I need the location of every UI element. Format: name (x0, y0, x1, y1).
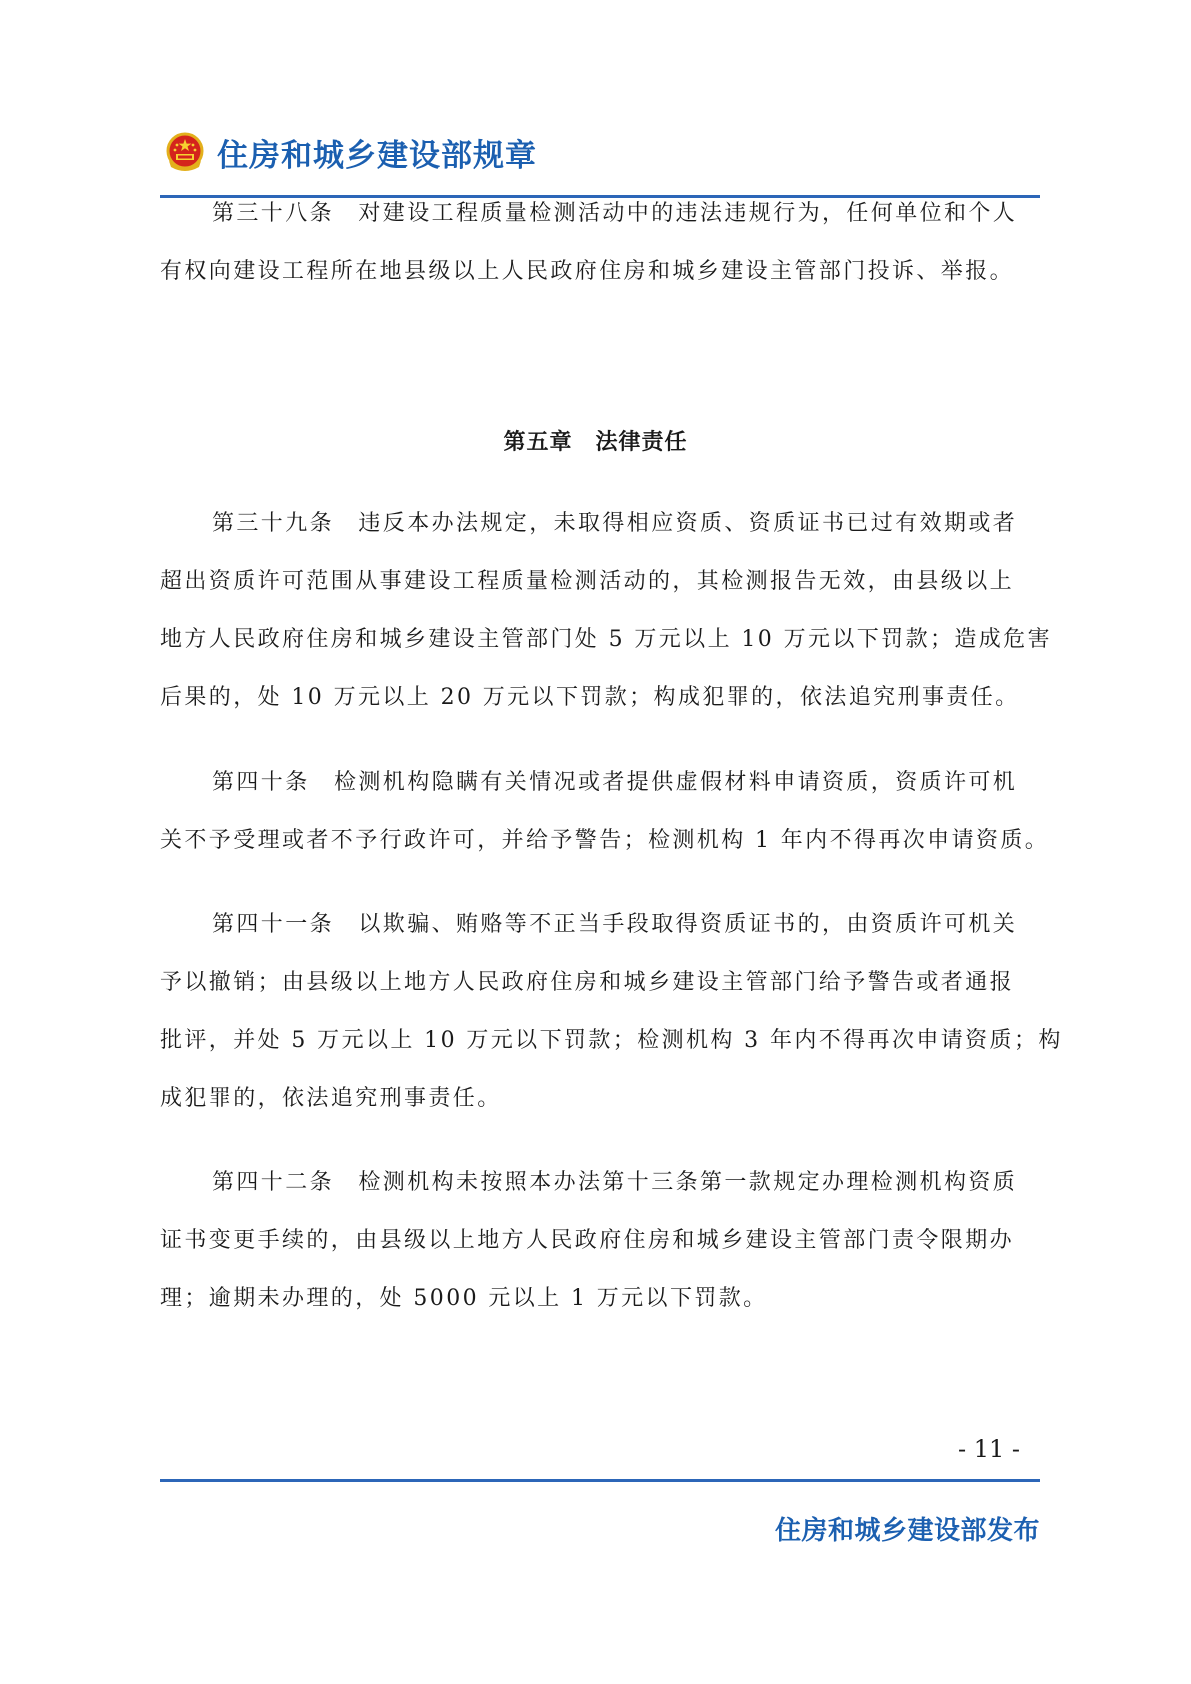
article-41-line-1: 第四十一条 以欺骗、贿赂等不正当手段取得资质证书的，由资质许可机关 (212, 912, 1018, 937)
footer-divider (160, 1479, 1040, 1482)
header-title: 住房和城乡建设部规章 (217, 138, 537, 174)
footer-publisher: 住房和城乡建设部发布 (774, 1516, 1040, 1546)
article-40-line-1: 第四十条 检测机构隐瞒有关情况或者提供虚假材料申请资质，资质许可机 (212, 770, 1018, 795)
article-39-line-3: 地方人民政府住房和城乡建设主管部门处 5 万元以上 10 万元以下罚款；造成危害 (160, 627, 1052, 652)
article-39-line-4: 后果的，处 10 万元以上 20 万元以下罚款；构成犯罪的，依法追究刑事责任。 (160, 685, 1020, 710)
article-41-line-2: 予以撤销；由县级以上地方人民政府住房和城乡建设主管部门给予警告或者通报 (160, 970, 1015, 995)
article-42-line-3: 理；逾期未办理的，处 5000 元以上 1 万元以下罚款。 (160, 1286, 768, 1311)
article-38-line-1: 第三十八条 对建设工程质量检测活动中的违法违规行为，任何单位和个人 (212, 201, 1018, 226)
article-40-line-2: 关不予受理或者不予行政许可，并给予警告；检测机构 1 年内不得再次申请资质。 (160, 828, 1050, 853)
article-38-line-2: 有权向建设工程所在地县级以上人民政府住房和城乡建设主管部门投诉、举报。 (160, 259, 1015, 284)
chapter-title: 第五章 法律责任 (503, 430, 688, 455)
article-41-line-3: 批评，并处 5 万元以上 10 万元以下罚款；检测机构 3 年内不得再次申请资质；构 (160, 1028, 1063, 1053)
article-42-line-2: 证书变更手续的，由县级以上地方人民政府住房和城乡建设主管部门责令限期办 (160, 1228, 1015, 1253)
national-emblem-icon (163, 131, 207, 175)
article-41-line-4: 成犯罪的，依法追究刑事责任。 (160, 1086, 502, 1111)
article-39-line-1: 第三十九条 违反本办法规定，未取得相应资质、资质证书已过有效期或者 (212, 511, 1018, 536)
page-number: - 11 - (958, 1435, 1021, 1463)
article-42-line-1: 第四十二条 检测机构未按照本办法第十三条第一款规定办理检测机构资质 (212, 1170, 1018, 1195)
page-header (163, 130, 537, 175)
header-divider (160, 195, 1040, 198)
article-39-line-2: 超出资质许可范围从事建设工程质量检测活动的，其检测报告无效，由县级以上 (160, 569, 1015, 594)
